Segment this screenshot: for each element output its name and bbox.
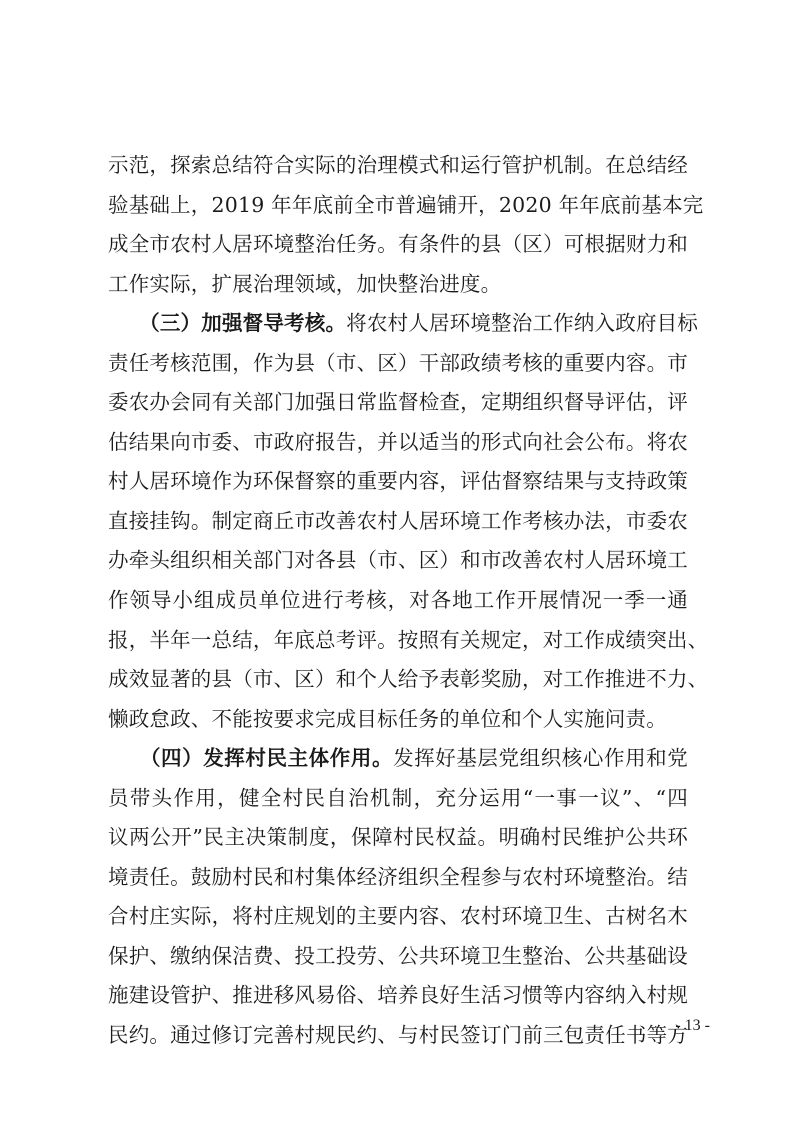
section-heading-line-text: 发挥好基层党组织核心作用和党 [393,746,688,771]
page-number: - 13 - [675,1017,710,1034]
text-line: 办牵头组织相关部门对各县（市、区）和市改善农村人居环境工 [108,548,688,573]
text-line: 懒政怠政、不能按要求完成目标任务的单位和个人实施问责。 [108,706,667,731]
section-heading-line [108,739,688,779]
section-heading-line [108,304,699,344]
text-line: 报，半年一总结，年底总考评。按照有关规定，对工作成绩突出、 [108,627,709,652]
section-heading-line-text: 将农村人居环境整治工作纳入政府目标 [346,311,699,336]
text-line: 委农办会同有关部门加强日常监督检查，定期组织督导评估，评 [108,390,688,415]
text-line: 作领导小组成员单位进行考核，对各地工作开展情况一季一通 [108,588,688,613]
text-line: 合村庄实际，将村庄规划的主要内容、农村环境卫生、古树名木 [108,904,688,929]
text-line: 成全市农村人居环境整治任务。有条件的县（区）可根据财力和 [108,232,688,257]
text-line: 保护、缴纳保洁费、投工投劳、公共环境卫生整治、公共基础设 [108,943,688,968]
text-line: 工作实际，扩展治理领域，加快整治进度。 [108,271,502,296]
text-line: 直接挂钩。制定商丘市改善农村人居环境工作考核办法，市委农 [108,508,688,533]
text-line: 验基础上，2019 年年底前全市普遍铺开，2020 年年底前基本完 [108,192,704,217]
text-line: 村人居环境作为环保督察的重要内容，评估督察结果与支持政策 [108,469,688,494]
section-heading-3: （三）加强督导考核。 [149,311,347,336]
text-line: 示范，探索总结符合实际的治理模式和运行管护机制。在总结经 [108,153,688,177]
text-line: 责任考核范围，作为县（市、区）干部政绩考核的重要内容。市 [108,350,688,375]
text-line: 议两公开”民主决策制度，保障村民权益。明确村民维护公共环 [108,825,688,850]
text-line: 境责任。鼓励村民和村集体经济组织全程参与农村环境整治。结 [108,864,688,889]
text-line: 民约。通过修订完善村规民约、与村民签订门前三包责任书等方 [108,1023,688,1048]
text-line: 施建设管护、推进移风易俗、培养良好生活习惯等内容纳入村规 [108,983,688,1008]
text-line: 员带头作用，健全村民自治机制，充分运用“一事一议”、“四 [108,785,688,810]
text-line: 成效显著的县（市、区）和个人给予表彰奖励，对工作推进不力、 [108,667,709,692]
section-heading-4: （四）发挥村民主体作用。 [150,746,394,771]
text-line: 估结果向市委、市政府报告，并以适当的形式向社会公布。将农 [108,429,688,454]
